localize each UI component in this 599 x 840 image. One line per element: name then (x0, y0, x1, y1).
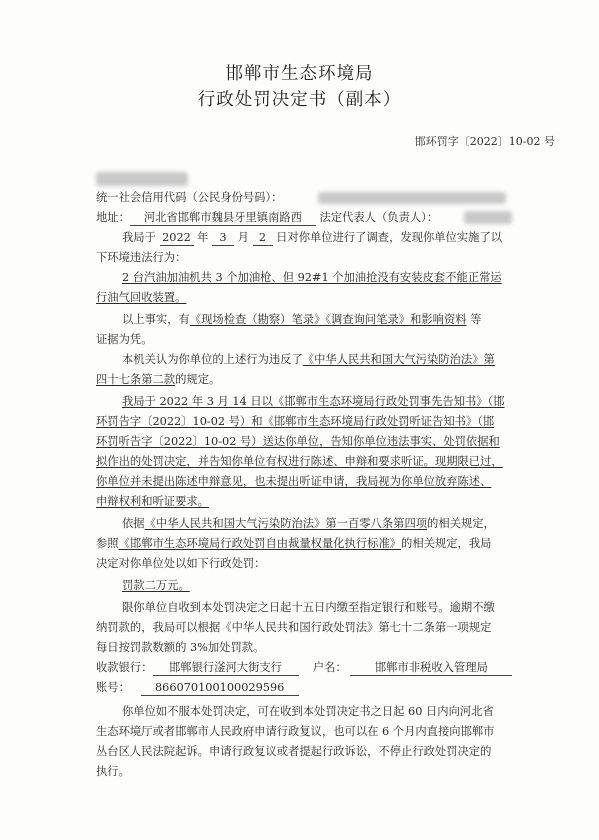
appeal-line-4: 执行。 (96, 765, 130, 778)
bank-name: 邯郸银行滏河大街支行 (153, 661, 299, 676)
violation-fact-2: 行油气回收装置。 (96, 291, 187, 304)
payee-label: 户名： (312, 661, 347, 674)
evidence-intro: 以上事实，有 (122, 313, 190, 326)
basis-law: 《中华人民共和国大气污染防治法》第一百零八条第四项 (144, 517, 428, 530)
law-article-suffix: 的规定。 (175, 373, 221, 386)
survey-text: 日对你单位进行了调查，发现你单位实施了以 (276, 231, 503, 244)
month-unit: 月 (237, 231, 249, 244)
account-line (96, 678, 526, 698)
notice-line-1: 我局于 2022 年 3 月 14 日以《邯郸市生态环境局行政处罚事先告知书》（邯 (122, 395, 505, 408)
law-article-line (96, 370, 526, 390)
decision-intro: 决定对你单位处以如下行政处罚： (96, 557, 266, 570)
payee-name: 邯郸市非税收入管理局 (350, 661, 512, 676)
violation-fact-1: 2 台汽油加油机共 3 个加油枪、但 92#1 个加油抢没有安装皮套不能正常运 (122, 271, 502, 284)
notice-line-5: 你单位并未提出陈述申辩意见，也未提出听证申请，我局视为你单位放弃陈述、 (96, 475, 492, 488)
law-intro: 本机关认为你单位的上述行为违反了 (122, 353, 303, 366)
payment-line-3: 每日按罚款数额的 3%加处罚款。 (96, 641, 265, 654)
penalty-amount: 罚款二万元。 (122, 579, 190, 592)
survey-year: 2022 (160, 231, 194, 246)
account-number: 866070100100029596 (141, 681, 299, 696)
address-label: 地址： (96, 211, 130, 224)
survey-date-line (122, 228, 526, 248)
law-article: 四十七条第二款 (96, 373, 176, 386)
payment-line-1: 限你单位自收到本处罚决定之日起十五日内缴至指定银行和账号。逾期不缴 (122, 601, 495, 614)
document-number: 邯环罚字〔2022〕10-02 号 (414, 135, 555, 148)
reference-intro: 参照 (96, 537, 119, 550)
appeal-line-3: 丛台区人民法院起诉。申请行政复议或者提起行政诉讼，不停止行政处罚决定的 (96, 745, 492, 758)
address-value: 河北省邯郸市魏县牙里镇南路西 (130, 211, 316, 226)
law-name: 《中华人民共和国大气污染防治法》第 (302, 353, 495, 366)
redacted-legal-rep (464, 211, 512, 224)
notice-line-3: 环罚听告字〔2022〕10-02 号）送达你单位，告知你单位违法事实、处罚依据和 (96, 435, 500, 448)
bank-line (96, 658, 526, 678)
basis-line-1 (122, 514, 526, 534)
reference-suffix: 的相关规定，我局 (401, 537, 492, 550)
legal-rep-label: 法定代表人（负责人）： (319, 211, 439, 224)
evidence-suffix: 等 (470, 313, 482, 326)
notice-line-4: 拟作出的处罚决定，并告知你单位有权进行陈述、申辩和要求听证。现期限已过， (96, 455, 503, 468)
year-unit: 年 (197, 231, 209, 244)
reference-standard: 《邯郸市生态环境局行政处罚自由裁量权量化执行标准》 (118, 537, 402, 550)
appeal-line-1: 你单位如不服本处罚决定，可在收到本处罚决定书之日起 60 日内向河北省 (122, 705, 494, 718)
basis-suffix: 的相关规定， (427, 517, 495, 530)
document-type-title: 行政处罚决定书（副本） (197, 90, 402, 110)
notice-line-6: 申辩权利和听证要求。 (96, 495, 209, 508)
notice-line-2: 环罚告字〔2022〕10-02 号）和《邯郸市生态环境局行政处罚听证告知书》（邯 (96, 415, 495, 428)
credit-code-label: 统一社会信用代码（公民身份号码）： (96, 191, 283, 204)
evidence-items: 《现场检查（勘察）笔录》《调查询问笔录》和影响资料 (189, 313, 467, 326)
survey-text-cont: 下环境违法行为： (96, 251, 187, 264)
redacted-credit-code (318, 192, 506, 204)
survey-day: 2 (253, 231, 273, 246)
payment-line-2: 纳罚款的，我局可以根据《中华人民共和国行政处罚法》第七十二条第一项规定 (96, 621, 492, 634)
survey-intro: 我局于 (122, 231, 156, 244)
basis-intro: 依据 (122, 517, 145, 530)
account-label: 账号： (96, 681, 130, 694)
issuing-authority-title: 邯郸市生态环境局 (225, 64, 374, 84)
law-violated-line (122, 350, 526, 370)
address-line (96, 208, 526, 228)
evidence-line (122, 310, 526, 330)
redacted-party-name (96, 172, 188, 186)
evidence-cont: 证据为凭。 (96, 333, 153, 346)
basis-line-2 (96, 534, 526, 554)
survey-month: 3 (212, 231, 234, 246)
bank-label: 收款银行： (96, 661, 153, 674)
appeal-line-2: 生态环境厅或者邯郸市人民政府申请行政复议，也可以在 6 个月内直接向邯郸市 (96, 725, 495, 738)
